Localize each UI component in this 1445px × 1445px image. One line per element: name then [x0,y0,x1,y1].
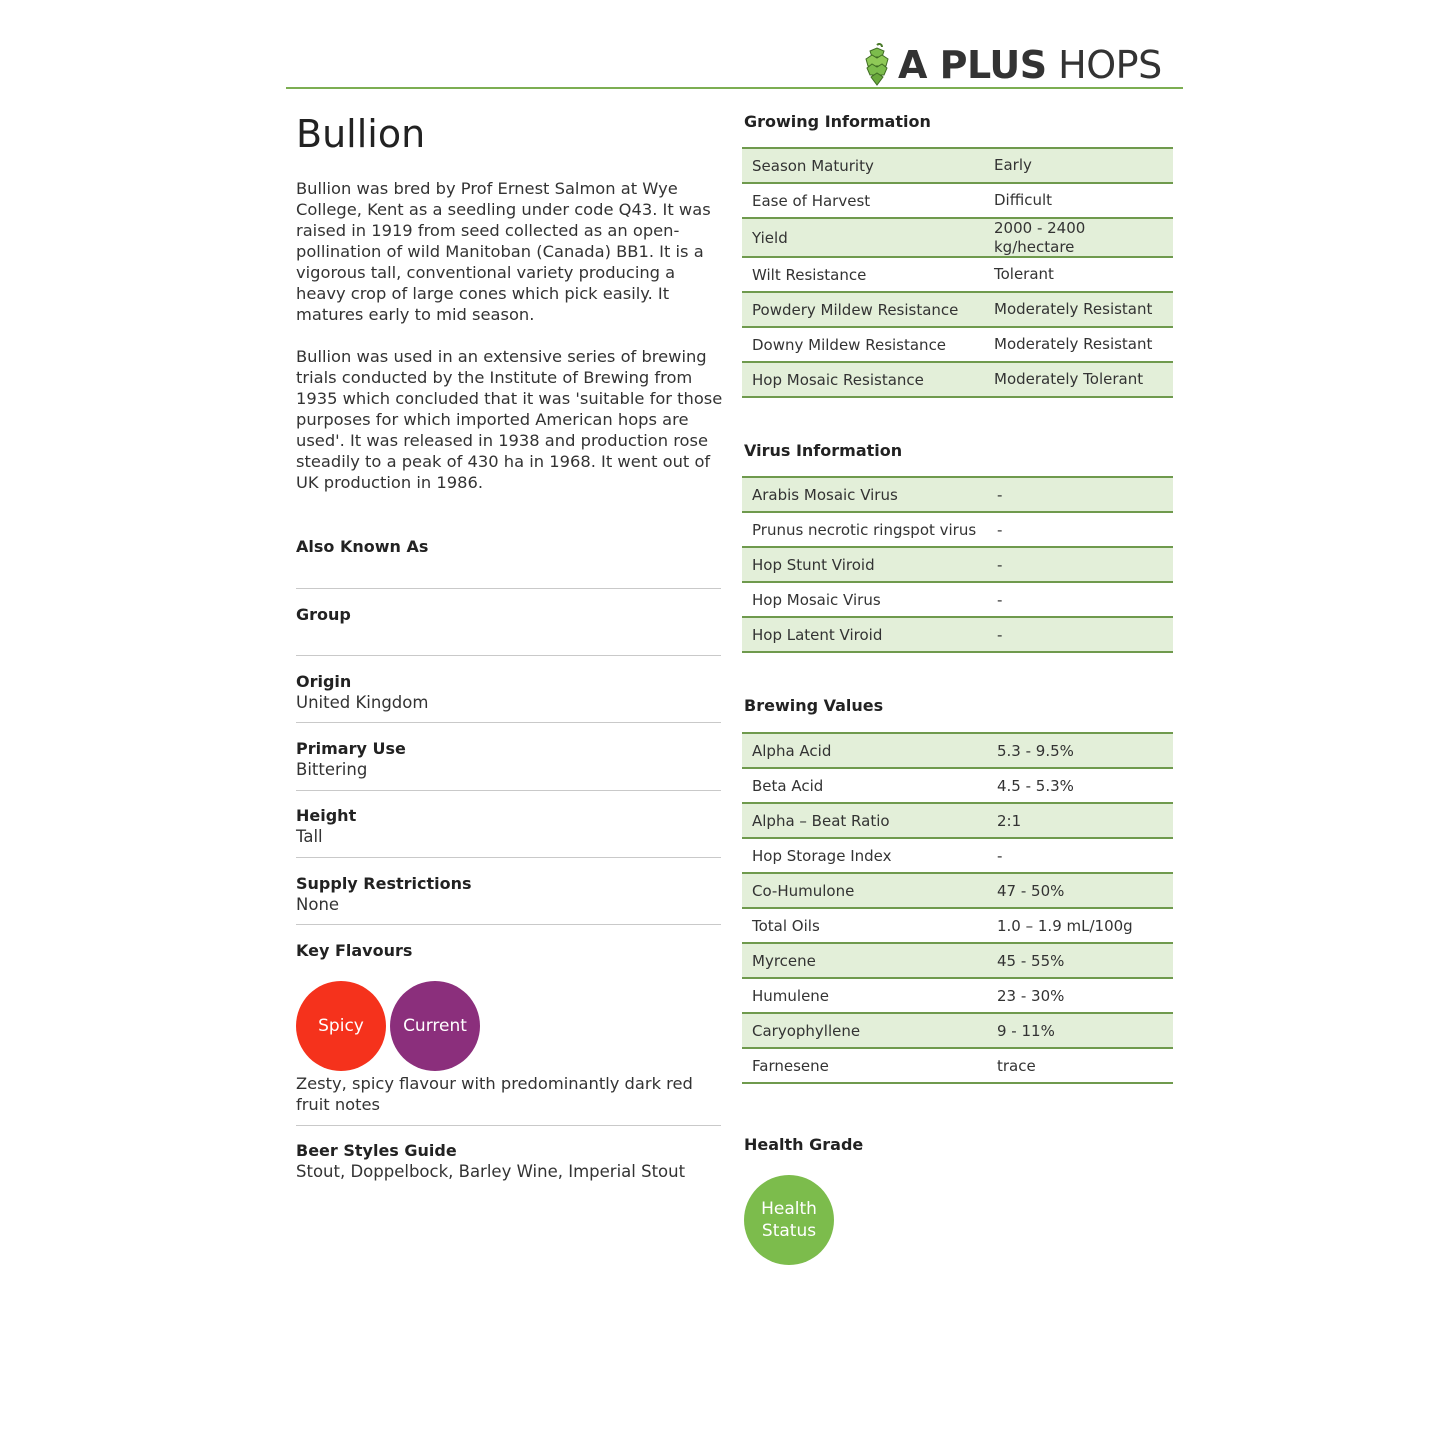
row-label: Arabis Mosaic Virus [752,485,898,504]
divider [296,924,721,925]
beer-styles-value: Stout, Doppelbock, Barley Wine, Imperial Stout [296,1162,686,1181]
row-label: Myrcene [752,951,816,970]
row-label: Hop Stunt Viroid [752,555,875,574]
row-label: Prunus necrotic ringspot virus [752,520,977,539]
brewing-values-table [742,732,1173,1084]
flavour-tag-current: Current [390,981,480,1071]
table-row [742,734,1173,769]
row-label: Season Maturity [752,156,874,175]
table-row [742,328,1173,363]
table-row [742,219,1173,258]
table-row [742,293,1173,328]
row-value: - [997,520,1003,539]
row-value: Tolerant [994,265,1054,283]
table-row [742,839,1173,874]
brewing-values-title: Brewing Values [744,696,884,715]
divider [296,655,721,656]
divider [296,1125,721,1126]
row-label: Hop Latent Viroid [752,625,883,644]
row-value: - [997,625,1003,644]
group-label: Group [296,605,351,624]
row-value: - [997,555,1003,574]
row-label: Alpha Acid [752,741,832,760]
row-value: - [997,846,1003,865]
table-row [742,618,1173,653]
row-value: trace [997,1056,1036,1075]
divider [296,857,721,858]
description-paragraph-1: Bullion was bred by Prof Ernest Salmon at Wye College, Kent as a seedling under code Q43. It was raised in 1919 from seed collected as an open-pollination of wild Manitoban (Canada) BB1. It is a vigorous tall, conventional variety producing a heavy crop of large cones which pick easily. It matures early to mid season. [296,179,711,324]
primary-use-label: Primary Use [296,739,406,758]
row-label: Alpha – Beat Ratio [752,811,890,830]
row-value: 47 - 50% [997,881,1065,900]
table-row [742,184,1173,219]
table-row [742,1014,1173,1049]
also-known-as-label: Also Known As [296,537,429,556]
growing-info-table [742,147,1173,398]
table-row [742,149,1173,184]
table-row [742,944,1173,979]
row-label: Humulene [752,986,830,1005]
table-row [742,804,1173,839]
row-value: 5.3 - 9.5% [997,741,1074,760]
row-label: Co-Humulone [752,881,855,900]
variety-name: Bullion [296,112,426,156]
health-badge-line2: Status [761,1221,817,1241]
divider [296,588,721,589]
table-row [742,1049,1173,1084]
row-label: Powdery Mildew Resistance [752,300,959,319]
row-value: Early [994,156,1032,174]
origin-value: United Kingdom [296,693,429,712]
height-label: Height [296,806,357,825]
table-row [742,548,1173,583]
table-row [742,478,1173,513]
height-value: Tall [296,827,323,846]
supply-restrictions-value: None [296,895,340,914]
row-value: 1.0 – 1.9 mL/100g [997,916,1133,935]
health-grade-title: Health Grade [744,1135,864,1154]
table-row [742,258,1173,293]
row-label: Caryophyllene [752,1021,861,1040]
virus-info-title: Virus Information [744,441,903,460]
row-label: Beta Acid [752,776,824,795]
row-value: Moderately Resistant [994,335,1153,353]
row-value: 4.5 - 5.3% [997,776,1074,795]
row-label: Hop Storage Index [752,846,892,865]
row-value: 2:1 [997,811,1022,830]
virus-info-table [742,476,1173,653]
row-value: 9 - 11% [997,1021,1055,1040]
table-row [742,979,1173,1014]
row-label: Yield [752,228,788,247]
row-value [994,219,1085,257]
row-value: - [997,485,1003,504]
row-value: 23 - 30% [997,986,1065,1005]
row-label: Downy Mildew Resistance [752,335,947,354]
brand-logo [862,40,1162,90]
growing-info-title: Growing Information [744,112,931,131]
beer-styles-label: Beer Styles Guide [296,1141,457,1160]
header-divider [286,87,1183,89]
row-label: Hop Mosaic Resistance [752,370,924,389]
row-value: Difficult [994,191,1053,209]
health-status-badge [744,1175,834,1265]
origin-label: Origin [296,672,352,691]
row-value: 45 - 55% [997,951,1065,970]
table-row [742,769,1173,804]
row-label: Farnesene [752,1056,829,1075]
supply-restrictions-label: Supply Restrictions [296,874,472,893]
flavour-tag-spicy: Spicy [296,981,386,1071]
table-row [742,363,1173,398]
row-label: Total Oils [752,916,820,935]
row-value-line1: 2000 - 2400 [994,218,1086,237]
primary-use-value: Bittering [296,760,368,779]
row-value-line2: kg/hectare [994,237,1075,256]
row-label: Wilt Resistance [752,265,867,284]
table-row [742,909,1173,944]
divider [296,722,721,723]
row-label: Ease of Harvest [752,191,871,210]
hop-cone-icon [862,43,892,87]
table-row [742,513,1173,548]
key-flavours-label: Key Flavours [296,941,413,960]
flavour-note: Zesty, spicy flavour with predominantly dark red fruit notes [296,1074,693,1114]
row-value: Moderately Tolerant [994,370,1144,388]
row-label: Hop Mosaic Virus [752,590,881,609]
divider [296,790,721,791]
table-row [742,583,1173,618]
row-value: Moderately Resistant [994,300,1153,318]
description-paragraph-2: Bullion was used in an extensive series of brewing trials conducted by the Institute of Brewing from 1935 which concluded that it was 'suitable for those purposes for which imported American hops are used'. It was released in 1938 and production rose steadily to a peak of 430 ha in 1968. It went out of UK production in 1986. [296,347,723,492]
health-badge-line1: Health [761,1199,817,1219]
row-value: - [997,590,1003,609]
brand-name: A PLUS HOPS [898,43,1162,87]
table-row [742,874,1173,909]
